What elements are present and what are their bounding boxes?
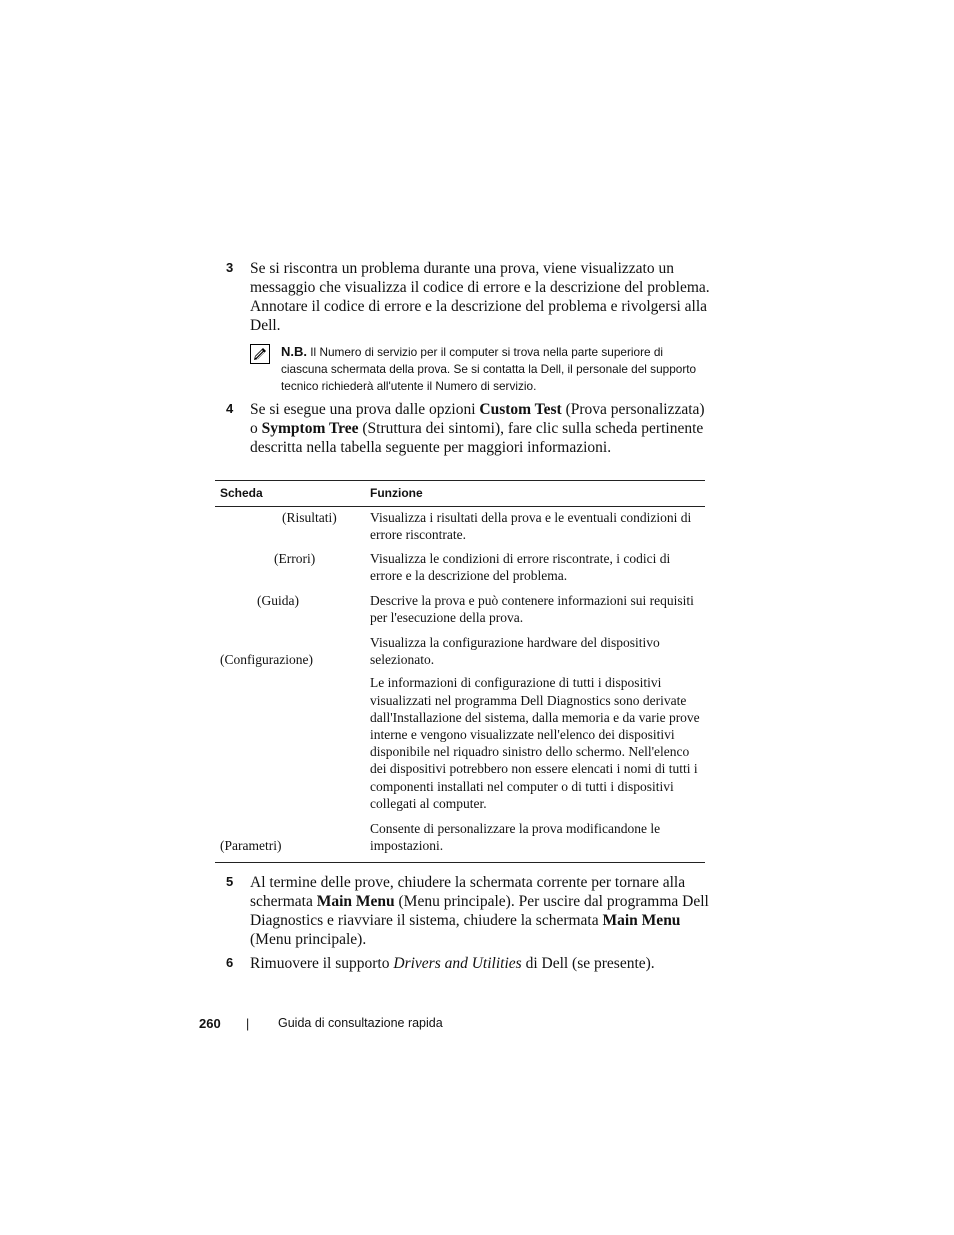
table-row [215,550,705,592]
tab-description: Visualizza i risultati della prova e le eventuali condizioni di errore riscontrate. [370,510,692,543]
step-5 [226,873,716,949]
text-run: di Dell (se presente). [521,955,655,972]
table-row [215,820,705,862]
step-3 [226,259,716,335]
step-number: 4 [226,401,234,416]
text-run: (Prova personalizzata) o [250,401,705,437]
tab-name: (Guida) [257,593,299,608]
header-scheda: Scheda [220,486,263,500]
step-text [250,954,716,973]
symptom-tree-label: Symptom Tree [261,420,359,437]
step-text [250,873,716,949]
footer-separator: | [246,1017,250,1031]
header-funzione: Funzione [370,486,423,500]
step-number: 6 [226,955,234,970]
table-row [215,634,705,820]
step-6 [226,954,716,973]
tab-description: Descrive la prova e può contenere informazioni sui requisiti per l'esecuzione della prova. [370,593,694,626]
tab-description-detail: Le informazioni di configurazione di tutti i dispositivi visualizzati nel programma Dell Diagnostics sono derivate dall'Installazione del sistema, dalla memoria e da varie prove interne e vengono visualizzate nell'elenco dei dispositivi disponibile nel riquadro sinistro dello schermo. Nell'elenco dei dispositivi potrebbero non essere elencati i nomi di tutti i componenti installati nel computer o di tutti i dispositivi collegati al computer. [370,675,700,811]
page-number: 260 [199,1016,221,1031]
tab-description: Visualizza le condizioni di errore riscontrate, i codici di errore e la descrizione del problema. [370,551,671,584]
note-text-container [281,343,710,395]
tab-name: (Configurazione) [220,652,313,667]
note-block [250,343,710,395]
tab-description: Consente di personalizzare la prova modificandone le impostazioni. [370,821,661,854]
text-run: Rimuovere il supporto [250,955,394,972]
text-run: Se si esegue una prova dalle opzioni [250,401,480,418]
tab-name: (Errori) [274,551,316,566]
main-menu-label: Main Menu [602,912,681,929]
tab-description: Visualizza la configurazione hardware del dispositivo selezionato. [370,635,660,668]
note-pencil-icon [250,344,270,364]
drivers-utilities-label: Drivers and Utilities [393,955,522,972]
text-run: Al termine delle prove, chiudere la schermata corrente per tornare alla schermata [250,874,686,910]
step-text [250,400,716,457]
footer-title: Guida di consultazione rapida [278,1016,443,1030]
step-text: Se si riscontra un problema durante una prova, viene visualizzato un messaggio che visualizza il codice di errore e la descrizione del problema. Annotare il codice di errore e la descrizione del problema e rivolgersi alla Dell. [250,260,710,334]
note-text: Il Numero di servizio per il computer si trova nella parte superiore di ciascuna schermata della prova. Se si contatta la Dell, il personale del supporto tecnico richiederà all'utente il Numero di servizio. [281,345,697,393]
main-menu-label: Main Menu [316,893,395,910]
text-run: (Menu principale). Per uscire dal programma Dell Diagnostics e riavviare il sistema, chiudere la schermata [250,893,709,929]
tabs-table [215,480,705,863]
text-run: (Menu principale). [250,931,367,948]
tab-name: (Risultati) [282,510,337,525]
custom-test-label: Custom Test [479,401,562,418]
tab-name: (Parametri) [220,838,282,853]
step-number: 5 [226,874,234,889]
table-row [215,507,705,550]
text-run: (Struttura dei sintomi), fare clic sulla scheda pertinente descritta nella tabella seguente per maggiori informazioni. [250,420,704,456]
step-4 [226,400,716,457]
table-header [215,481,705,507]
table-row [215,592,705,634]
step-number: 3 [226,260,234,275]
note-label: N.B. [281,344,307,359]
